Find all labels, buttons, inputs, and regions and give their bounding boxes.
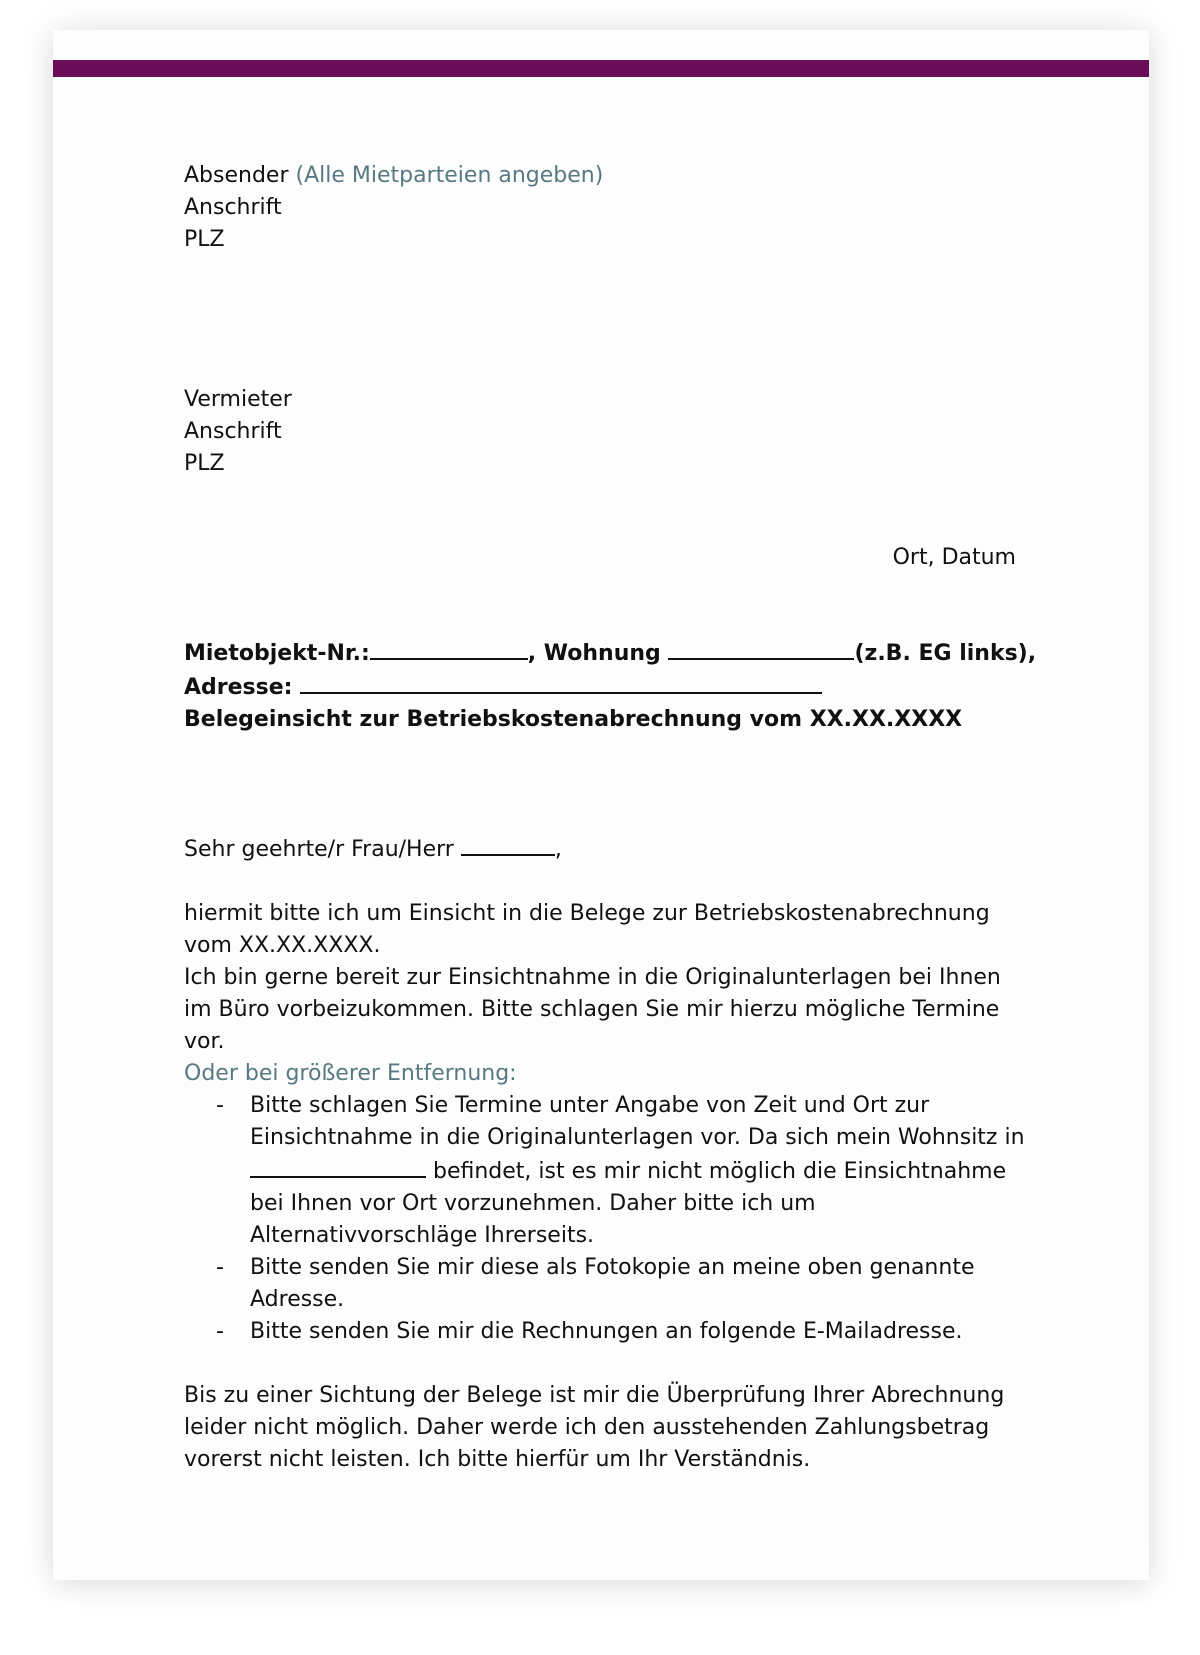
closing-line: Bis zu einer Sichtung der Belege ist mir die Überprüfung Ihrer Abrechnung xyxy=(184,1383,1005,1408)
subject-object-line xyxy=(184,636,1037,670)
recipient-address: Anschrift xyxy=(184,419,282,444)
subject-block xyxy=(184,636,1037,736)
body-paragraph-2-line: Ich bin gerne bereit zur Einsichtnahme in die Originalunterlagen bei Ihnen xyxy=(184,965,1001,990)
option-line: Alternativvorschläge Ihrerseits. xyxy=(250,1223,595,1248)
option-line: Bitte schlagen Sie Termine unter Angabe von Zeit und Ort zur xyxy=(250,1093,930,1118)
sender-hint: (Alle Mietparteien angeben) xyxy=(295,163,604,188)
object-no-label: Mietobjekt-Nr.: xyxy=(184,641,370,666)
closing-paragraph xyxy=(184,1380,1034,1476)
header-accent-bar xyxy=(53,60,1149,77)
body-block xyxy=(184,898,1034,1348)
apartment-label: , Wohnung xyxy=(527,641,661,666)
letter-page xyxy=(53,30,1149,1580)
sender-label: Absender xyxy=(184,163,289,188)
option-line: Einsichtnahme in die Originalunterlagen vor. Da sich mein Wohnsitz in xyxy=(250,1125,1025,1150)
option-item xyxy=(184,1252,1034,1316)
address-label: Adresse: xyxy=(184,675,293,700)
residence-blank xyxy=(250,1154,426,1178)
body-paragraph-2-line: vor. xyxy=(184,1029,225,1054)
letter-content xyxy=(184,160,1037,1476)
subject-address-line xyxy=(184,670,1034,704)
recipient-block xyxy=(184,384,1034,480)
name-blank xyxy=(461,832,555,856)
subject-title: Belegeinsicht zur Betriebskostenabrechnung vom XX.XX.XXXX xyxy=(184,707,963,732)
option-item xyxy=(184,1090,1034,1252)
object-no-blank xyxy=(370,636,528,660)
body-paragraph-1-line: hiermit bitte ich um Einsicht in die Belege zur Betriebskostenabrechnung xyxy=(184,901,990,926)
address-blank xyxy=(300,670,822,694)
closing-line: leider nicht möglich. Daher werde ich den ausstehenden Zahlungsbetrag xyxy=(184,1415,990,1440)
option-line: Bitte senden Sie mir die Rechnungen an folgende E-Mailadresse. xyxy=(250,1319,963,1344)
alternative-heading: Oder bei größerer Entfernung: xyxy=(184,1061,517,1086)
option-line-text: befindet, ist es mir nicht möglich die Einsichtnahme xyxy=(426,1159,1007,1184)
body-paragraph-1-line: vom XX.XX.XXXX. xyxy=(184,933,381,958)
list-dash: - xyxy=(216,1093,224,1118)
body-paragraph-2-line: im Büro vorbeizukommen. Bitte schlagen Sie mir hierzu mögliche Termine xyxy=(184,997,1000,1022)
place-date: Ort, Datum xyxy=(892,545,1016,570)
list-dash: - xyxy=(216,1319,224,1344)
apartment-blank xyxy=(668,636,854,660)
salutation-comma: , xyxy=(554,837,562,862)
list-dash: - xyxy=(216,1255,224,1280)
closing-line: vorerst nicht leisten. Ich bitte hierfür um Ihr Verständnis. xyxy=(184,1447,811,1472)
option-line: Adresse. xyxy=(250,1287,345,1312)
option-line xyxy=(250,1154,1034,1188)
sender-line xyxy=(184,160,1034,192)
salutation xyxy=(184,832,1034,866)
apartment-example: (z.B. EG links), xyxy=(854,641,1037,666)
sender-address: Anschrift xyxy=(184,195,282,220)
sender-postcode: PLZ xyxy=(184,227,225,252)
option-line: bei Ihnen vor Ort vorzunehmen. Daher bitte ich um xyxy=(250,1191,816,1216)
recipient-postcode: PLZ xyxy=(184,451,225,476)
sender-block xyxy=(184,160,1034,256)
options-list xyxy=(184,1090,1034,1348)
recipient-label: Vermieter xyxy=(184,387,292,412)
option-item xyxy=(184,1316,1034,1348)
option-line: Bitte senden Sie mir diese als Fotokopie an meine oben genannte xyxy=(250,1255,975,1280)
salutation-text: Sehr geehrte/r Frau/Herr xyxy=(184,837,454,862)
